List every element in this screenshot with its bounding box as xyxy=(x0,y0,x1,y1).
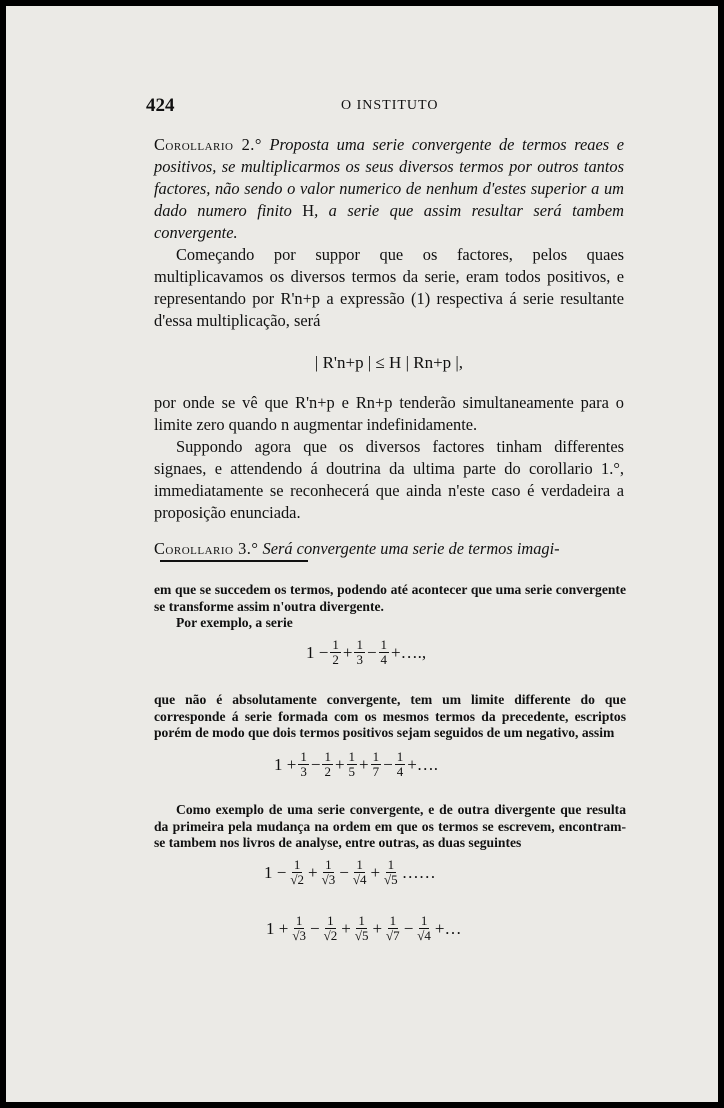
operator: + xyxy=(334,754,345,774)
operator: + xyxy=(307,862,318,882)
numerator: 1 xyxy=(356,637,363,652)
series-3 xyxy=(264,858,436,887)
paragraph-1: Começando por suppor que os factores, pelos quaes multiplicavamos os diversos termos da serie, eram todos positivos, e representando por R'n+p a expressão (1) respectiva á serie resultante d'essa multiplicação, será xyxy=(154,245,624,330)
denominator: 4 xyxy=(396,764,404,779)
footnote-p3: que não é absolutamente convergente, tem um limite differente do que corresponde á serie formada com os mesmos termos da precedente, escriptos porém de modo que dois termos positivos sejam seguidos de um negativo, assim xyxy=(154,692,626,740)
fraction xyxy=(382,858,400,887)
fraction xyxy=(320,858,338,887)
numerator: 1 xyxy=(389,913,397,928)
denominator: √5 xyxy=(384,872,398,887)
numerator: 1 xyxy=(380,637,388,652)
denominator: √2 xyxy=(290,872,304,887)
operator: …… xyxy=(401,862,436,882)
denominator: √3 xyxy=(292,928,306,943)
operator: +…. xyxy=(407,754,439,774)
denominator: 7 xyxy=(372,764,380,779)
series-lead: 1 + xyxy=(266,918,289,938)
series-tail: , xyxy=(421,642,427,662)
fraction xyxy=(322,750,333,779)
main-text xyxy=(154,134,624,560)
numerator: 1 xyxy=(293,857,301,872)
series-2 xyxy=(274,750,438,779)
corollary-2: Corollario 2.° Proposta uma serie convergente de termos reaes e positivos, se multiplicarmos os seus diversos termos por outros tantos factores, não sendo o valor numerico de nenhum d'estes superior a um dado numero finito H, a serie que assim resultar será tambem convergente. xyxy=(154,135,624,242)
fraction xyxy=(354,638,365,667)
footnote-part-1 xyxy=(154,582,626,632)
series-lead: 1 + xyxy=(274,754,297,774)
numerator: 1 xyxy=(300,749,307,764)
series-1 xyxy=(306,638,426,667)
corollary-2-label: Corollario 2.° xyxy=(154,135,262,154)
numerator: 1 xyxy=(420,913,428,928)
operator: − xyxy=(309,918,320,938)
fraction xyxy=(298,750,309,779)
operator: − xyxy=(366,642,377,662)
denominator: 3 xyxy=(356,652,363,667)
footnote-part-2 xyxy=(154,692,626,742)
fraction xyxy=(384,914,402,943)
denominator: √7 xyxy=(386,928,400,943)
numerator: 1 xyxy=(372,749,380,764)
numerator: 1 xyxy=(295,913,303,928)
footnote-part-3 xyxy=(154,802,626,852)
denominator: √4 xyxy=(352,872,367,887)
denominator: √2 xyxy=(323,928,338,943)
footnote-rule xyxy=(160,560,308,562)
numerator: 1 xyxy=(324,749,331,764)
fraction xyxy=(290,914,308,943)
operator: + xyxy=(372,918,383,938)
fraction xyxy=(330,638,341,667)
fraction xyxy=(322,914,340,943)
numerator: 1 xyxy=(358,913,365,928)
equation-1: | R'n+p | ≤ H | Rn+p |, xyxy=(314,353,464,372)
footnote-p4: Como exemplo de uma serie convergente, e de outra divergente que resulta da primeira pela mudança na ordem em que os termos se escrevem, encontram-se tambem nos livros de analyse, entre outras, as duas seguintes xyxy=(154,802,626,850)
numerator: 1 xyxy=(396,749,404,764)
denominator: 2 xyxy=(324,764,331,779)
footnote-p2: Por exemplo, a serie xyxy=(176,615,293,630)
numerator: 1 xyxy=(348,749,356,764)
denominator: 2 xyxy=(332,652,339,667)
operator: + xyxy=(341,918,351,938)
fraction xyxy=(351,858,369,887)
operator: − xyxy=(310,754,321,774)
numerator: 1 xyxy=(387,857,395,872)
operator: +…. xyxy=(391,642,422,662)
paragraph-2: por onde se vê que R'n+p e Rn+p tenderão simultaneamente para o limite zero quando n augmentar indefinidamente. xyxy=(154,393,624,434)
fraction xyxy=(353,914,371,943)
numerator: 1 xyxy=(327,913,334,928)
fraction xyxy=(371,750,382,779)
numerator: 1 xyxy=(356,857,363,872)
operator: +… xyxy=(434,918,462,938)
fraction xyxy=(395,750,406,779)
series-lead: 1 − xyxy=(306,642,329,662)
operator: + xyxy=(370,862,381,882)
denominator: √4 xyxy=(417,928,431,943)
denominator: √5 xyxy=(354,928,369,943)
denominator: 4 xyxy=(380,652,388,667)
series-4 xyxy=(266,914,462,943)
running-title: O INSTITUTO xyxy=(341,98,439,113)
page xyxy=(6,6,718,1102)
fraction xyxy=(379,638,390,667)
denominator: 5 xyxy=(348,764,356,779)
denominator: √3 xyxy=(321,872,336,887)
operator: − xyxy=(403,918,414,938)
operator: − xyxy=(339,862,349,882)
series-lead: 1 − xyxy=(264,862,287,882)
fraction xyxy=(415,914,433,943)
paragraph-3: Suppondo agora que os diversos factores tinham differentes signaes, e attendendo á doutrina da ultima parte do corollario 1.°, immediatamente se reconhecerá que ainda n'este caso é verdadeira a proposição enunciada. xyxy=(154,437,624,522)
numerator: 1 xyxy=(332,637,339,652)
corollary-3: Corollario 3.° Será convergente uma serie de termos imagi- xyxy=(154,539,560,558)
footnote-p1: em que se succedem os termos, podendo até acontecer que uma serie convergente se transforme assim n'outra divergente. xyxy=(154,582,626,614)
page-number: 424 xyxy=(146,95,175,116)
corollary-3-label: Corollario 3.° xyxy=(154,539,259,558)
denominator: 3 xyxy=(300,764,307,779)
operator: + xyxy=(359,754,369,774)
fraction xyxy=(347,750,358,779)
numerator: 1 xyxy=(325,857,332,872)
operator: + xyxy=(342,642,353,662)
operator: − xyxy=(383,754,393,774)
fraction xyxy=(288,858,306,887)
